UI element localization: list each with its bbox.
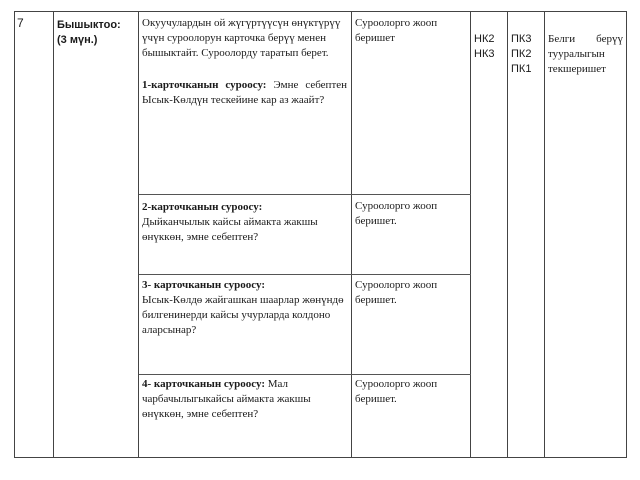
row-border [139, 194, 471, 195]
pk-code: ПК2 [511, 48, 532, 60]
assessment-text: Белги берүү тууралыгын текшеришет [548, 33, 623, 75]
card-1-answer: Суроолорго жооп беришет [355, 17, 438, 44]
row-number: 7 [17, 16, 24, 30]
column-border [351, 11, 352, 457]
intro-text: Окуучулардын ой жүгүртүүсүн өнүктүрүү үчүн суроолорун карточка берүү менен бышыктайт. Суроолорду таратып берет. [142, 17, 341, 59]
card-2-question: Дыйканчылык кайсы аймакта жакшы өнүккөн, эмне себептен? [142, 216, 318, 243]
card-3-question: Ысык-Көлдө жайгашкан шаарлар жөнүндө билгенинерди кайсы учурларда колдоно аларсынар? [142, 294, 344, 336]
card-2-heading: 2-карточканын суроосу: [142, 201, 263, 213]
column-border [53, 11, 54, 457]
card-3-heading: 3- карточканын суроосу: [142, 279, 266, 291]
nk-code: НК3 [474, 48, 495, 60]
card-1 [142, 78, 347, 108]
pk-code: ПК3 [511, 33, 532, 45]
card-4-heading: 4- карточканын суроосу: [142, 378, 266, 390]
card-4 [142, 377, 347, 422]
card-2 [142, 200, 347, 245]
column-border [470, 11, 471, 457]
nk-codes [474, 32, 506, 62]
column-border [626, 11, 627, 457]
pk-code: ПК1 [511, 63, 532, 75]
column-border [507, 11, 508, 457]
nk-code: НК2 [474, 33, 495, 45]
card-4-question: Мал чарбачылыгыкайсы аймакта жакшы өнүккөн, эмне себептен? [142, 378, 311, 420]
card-4-answer: Суроолорго жооп беришет. [355, 378, 438, 405]
stage-title: Бышыктоо: [57, 19, 121, 31]
column-border [138, 11, 139, 457]
column-border [14, 11, 15, 457]
row-border [139, 274, 471, 275]
column-border [544, 11, 545, 457]
card-1-question: Эмне себептен Ысык-Көлдүн тескейине кар аз жаайт? [142, 79, 348, 106]
card-3 [142, 278, 347, 338]
pk-codes [511, 32, 543, 77]
card-2-answer: Суроолорго жооп беришет. [355, 200, 438, 227]
row-border [139, 374, 471, 375]
stage-duration: (3 мүн.) [57, 34, 98, 46]
card-1-heading: 1-карточканын суроосу: [142, 79, 267, 91]
card-3-answer: Суроолорго жооп беришет. [355, 279, 438, 306]
